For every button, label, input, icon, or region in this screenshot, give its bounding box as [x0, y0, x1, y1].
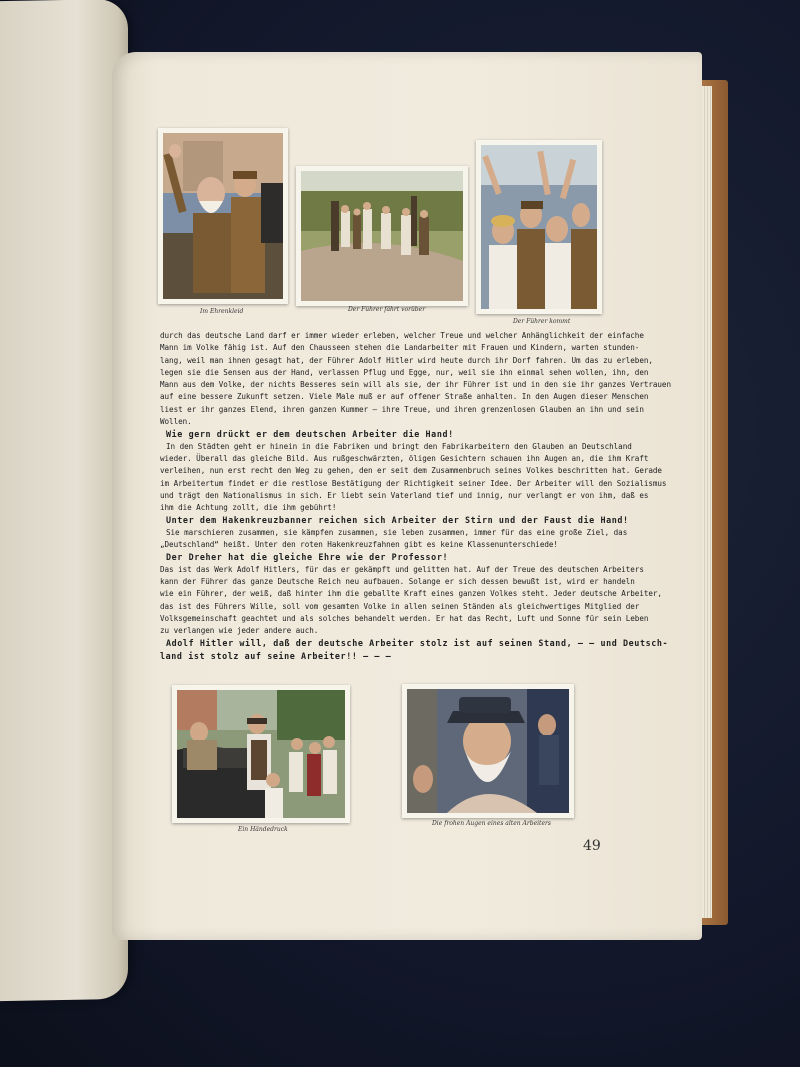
photo-frohen-augen-alter-arbeiter	[407, 689, 569, 813]
page-number: 49	[583, 838, 601, 854]
photo-card-5	[402, 684, 574, 818]
photo-caption-1: Im Ehrenkleid	[200, 308, 244, 315]
text-line: Mann im Volke fähig ist. Auf den Chausseen stehen die Landarbeiter mit Frauen und Kindern, warten stunden-	[160, 343, 640, 353]
text-line: Volksgemeinschaft geachtet und als solches behandelt werden. Er hat das Recht, Luft und Sonne für sein Leben	[160, 613, 649, 623]
text-line: legen sie die Sensen aus der Hand, verlassen Pflug und Egge, nur, weil sie ihn einmal sehen wollen, ihn, den	[160, 367, 649, 377]
text-line-emphasis: Adolf Hitler will, daß der deutsche Arbeiter stolz ist auf seinen Stand, — — und Deutsch-	[166, 638, 669, 649]
text-line: verleihen, nun erst recht den Weg zu gehen, den er seit dem Zusammenbruch seines Volkes beschritten hat. Gerade	[160, 466, 662, 476]
text-line: auf eine bessere Zukunft setzen. Viele Male muß er auf offener Straße anhalten. In den Augen dieser Menschen	[160, 392, 649, 402]
text-line: Das ist das Werk Adolf Hitlers, für das er gekämpft und gelitten hat. Auf der Treue des deutschen Arbeiters	[160, 564, 644, 574]
photo-im-ehrenkleid	[163, 133, 283, 299]
text-line: In den Städten geht er hinein in die Fabriken und bringt den Fabrikarbeitern den Glauben an Deutschland	[166, 441, 632, 451]
text-line: wie ein Führer, der weiß, daß hinter ihm die geballte Kraft eines ganzen Volkes steht. Jeder deutsche Arbeiter,	[160, 589, 662, 599]
photo-card-2	[296, 166, 468, 306]
text-line: lang, weil man ihnen gesagt hat, der Führer Adolf Hitler wird heute durch ihr Dorf fahren. Um das zu erleben,	[160, 355, 653, 365]
text-line: wieder. Überall das gleiche Bild. Aus rußgeschwärzten, öligen Gesichtern schauen ihn Augen an, die ihm Kraft	[160, 453, 649, 463]
photo-fuehrer-kommt	[481, 145, 597, 309]
photo-caption-4: Ein Händedruck	[238, 826, 288, 833]
text-line: Sie marschieren zusammen, sie kämpfen zusammen, sie leben zusammen, immer für das eine große Ziel, das	[166, 527, 628, 537]
text-line-emphasis: Der Dreher hat die gleiche Ehre wie der Professor!	[166, 552, 449, 563]
photo-caption-2: Der Führer fährt vorüber	[348, 306, 426, 313]
text-line: das ist des Führers Wille, soll vom gesamten Volke in allen seinen Ständen als gleichwertiges Mitglied der	[160, 601, 640, 611]
text-line: im Arbeitertum findet er die restlose Bestätigung der Richtigkeit seiner Idee. Der Arbeiter will den Sozialismus	[160, 478, 667, 488]
photo-card-4	[172, 685, 350, 823]
text-line: ihm die Achtung zollt, die ihm gebührt!	[160, 503, 337, 513]
text-line: und trägt den Nationalismus in sich. Er liebt sein Vaterland tief und innig, nur verlangt er von ihm, daß es	[160, 490, 649, 500]
photo-fuehrer-faehrt-vorueber	[301, 171, 463, 301]
article-text	[160, 330, 671, 662]
text-line: „Deutschland“ heißt. Unter den roten Hakenkreuzfahnen gibt es keine Klassenunterschiede!	[160, 540, 558, 550]
text-line-emphasis: Wie gern drückt er dem deutschen Arbeiter die Hand!	[166, 429, 454, 440]
text-line: durch das deutsche Land darf er immer wieder erleben, welcher Treue und welcher Anhänglichkeit der einfache	[160, 331, 644, 340]
text-line: zu verlangen wie jeder andere auch.	[160, 626, 319, 636]
left-page	[0, 0, 128, 1001]
text-line: kann der Führer das ganze Deutsche Reich neu aufbauen. Solange er sich dessen bewußt ist, wird er handeln	[160, 576, 635, 586]
photo-caption-3: Der Führer kommt	[513, 318, 571, 325]
text-line-emphasis: land ist stolz auf seine Arbeiter!! — — —	[160, 650, 392, 661]
text-line-emphasis: Unter dem Hakenkreuzbanner reichen sich Arbeiter der Stirn und der Faust die Hand!	[166, 515, 629, 526]
text-line: liest er ihr ganzes Elend, ihren ganzen Kummer — ihre Treue, und ihren grenzenlosen Glauben an ihn und sein	[160, 404, 644, 414]
text-line: Mann aus dem Volke, der nichts Besseres sein will als sie, der ihr Führer ist und in den sie ihr ganzes Vertrauen	[160, 380, 671, 390]
photo-card-3	[476, 140, 602, 314]
photo-caption-5: Die frohen Augen eines alten Arbeiters	[432, 820, 551, 827]
text-line: Wollen.	[160, 417, 192, 427]
photo-ein-haendedruck	[177, 690, 345, 818]
photo-card-1	[158, 128, 288, 304]
